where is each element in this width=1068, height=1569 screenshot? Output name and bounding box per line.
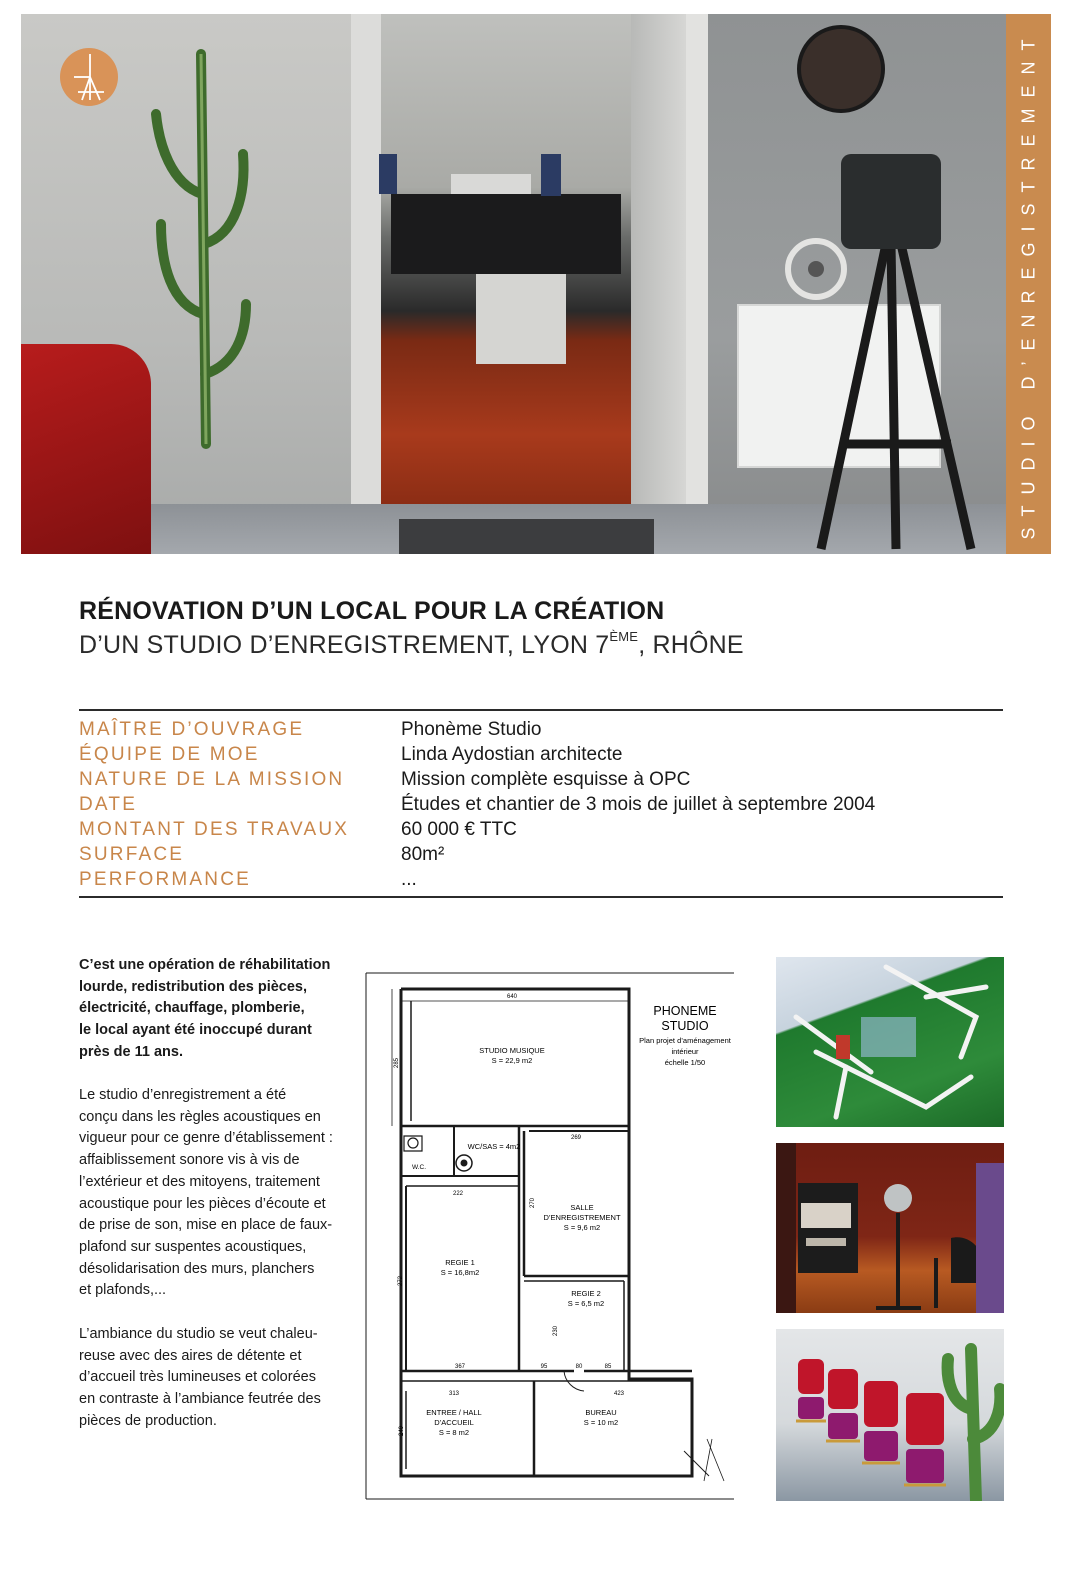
info-row bbox=[79, 869, 1003, 894]
room-label: STUDIO MUSIQUE bbox=[479, 1046, 545, 1055]
text-line: vigueur pour ce genre d’établissement : bbox=[79, 1130, 333, 1147]
room-area: S = 16,8m2 bbox=[440, 1268, 480, 1277]
photo-cinema-seats bbox=[776, 1329, 1004, 1501]
info-value: Études et chantier de 3 mois de juillet à septembre 2004 bbox=[401, 794, 876, 815]
page-subtitle bbox=[79, 631, 744, 660]
text-line: Le studio d’enregistrement a été bbox=[79, 1087, 287, 1103]
plan-title: PHONEME bbox=[653, 1004, 717, 1018]
text-line: l’extérieur et des mitoyens, traitement bbox=[79, 1173, 320, 1190]
room-area: S = 8 m2 bbox=[438, 1428, 470, 1437]
dimension-label: 222 bbox=[452, 1191, 464, 1197]
room-label: W.C. bbox=[411, 1164, 427, 1171]
dimension-label: 230 bbox=[553, 1325, 559, 1337]
info-value: Phonème Studio bbox=[401, 719, 542, 740]
info-label: PERFORMANCE bbox=[79, 869, 251, 890]
photo-illustration bbox=[21, 14, 1006, 554]
text-line: C’est une opération de réhabilitation bbox=[79, 957, 331, 973]
info-value: ... bbox=[401, 869, 417, 890]
info-bottom-rule bbox=[79, 896, 1003, 898]
info-row bbox=[79, 744, 1003, 769]
plan-title-2: STUDIO bbox=[661, 1019, 709, 1033]
dimension-label: 640 bbox=[506, 994, 518, 1000]
dimension-label: 270 bbox=[530, 1197, 536, 1209]
info-value: 80m² bbox=[401, 844, 445, 865]
info-label: NATURE DE LA MISSION bbox=[79, 769, 345, 790]
architect-logo-icon bbox=[60, 48, 118, 106]
info-row bbox=[79, 769, 1003, 794]
hero-photo bbox=[21, 14, 1006, 554]
text-line: L’ambiance du studio se veut chaleu- bbox=[79, 1326, 318, 1342]
info-value: Linda Aydostian architecte bbox=[401, 744, 623, 765]
intro-paragraph bbox=[79, 955, 339, 1064]
room-label: REGIE 2 bbox=[571, 1289, 601, 1298]
dimension-label: 313 bbox=[448, 1391, 460, 1397]
room-label: ENTREE / HALL bbox=[426, 1408, 482, 1417]
text-line: électricité, chauffage, plomberie, bbox=[79, 1000, 305, 1017]
text-line: de prise de son, mise en place de faux- bbox=[79, 1217, 333, 1234]
info-value: Mission complète esquisse à OPC bbox=[401, 769, 691, 790]
ambiance-paragraph bbox=[79, 1324, 339, 1433]
info-top-rule bbox=[79, 709, 1003, 711]
text-line: et plafonds,... bbox=[79, 1282, 167, 1299]
dimension-label: 85 bbox=[604, 1364, 612, 1370]
room-label: WC/SAS = 4m2 bbox=[467, 1142, 521, 1151]
floor-plan bbox=[364, 971, 736, 1501]
dimension-label: 285 bbox=[394, 1057, 400, 1069]
text-line: reuse avec des aires de détente et bbox=[79, 1347, 302, 1364]
info-label: MONTANT DES TRAVAUX bbox=[79, 819, 350, 840]
room-area: S = 9,6 m2 bbox=[563, 1223, 601, 1232]
plan-scale: échelle 1/50 bbox=[664, 1058, 706, 1067]
photo-lounge-deckchairs bbox=[776, 957, 1004, 1127]
text-line: conçu dans les règles acoustiques en bbox=[79, 1108, 321, 1125]
info-row bbox=[79, 719, 1003, 744]
room-label: BUREAU bbox=[585, 1408, 617, 1417]
info-row bbox=[79, 794, 1003, 819]
text-line: le local ayant été inoccupé durant bbox=[79, 1022, 312, 1039]
acoustic-paragraph bbox=[79, 1085, 339, 1302]
info-label: MAÎTRE D’OUVRAGE bbox=[79, 719, 305, 740]
text-line: affaiblissement sonore vis à vis de bbox=[79, 1152, 300, 1169]
info-label: ÉQUIPE DE MOE bbox=[79, 744, 260, 765]
dimension-label: 80 bbox=[575, 1364, 583, 1370]
plan-subtitle-2: intérieur bbox=[671, 1047, 699, 1056]
subtitle-end: , RHÔNE bbox=[638, 631, 744, 659]
info-value: 60 000 € TTC bbox=[401, 819, 517, 840]
dimension-label: 272 bbox=[398, 1275, 404, 1287]
text-line: désolidarisation des murs, planchers bbox=[79, 1260, 315, 1277]
info-row bbox=[79, 819, 1003, 844]
room-label: SALLE bbox=[570, 1203, 594, 1212]
text-line: d’accueil très lumineuses et colorées bbox=[79, 1369, 316, 1386]
room-label: REGIE 1 bbox=[445, 1258, 475, 1267]
room-label: D’ENREGISTREMENT bbox=[543, 1213, 621, 1222]
plan-subtitle: Plan projet d’aménagement bbox=[639, 1036, 731, 1045]
dimension-label: 95 bbox=[540, 1364, 548, 1370]
room-area: S = 10 m2 bbox=[583, 1418, 619, 1427]
subtitle-superscript: ÈME bbox=[609, 629, 639, 644]
text-line: plafond sur suspentes acoustiques, bbox=[79, 1238, 307, 1255]
text-line: près de 11 ans. bbox=[79, 1043, 183, 1060]
dimension-label: 269 bbox=[570, 1135, 582, 1141]
side-band-label bbox=[1006, 14, 1051, 554]
photo-recording-booth bbox=[776, 1143, 1004, 1313]
side-band-text: STUDIO D’ENREGISTREMENT bbox=[1018, 28, 1038, 540]
info-row bbox=[79, 844, 1003, 869]
text-line: lourde, redistribution des pièces, bbox=[79, 978, 308, 995]
dimension-label: 367 bbox=[454, 1364, 466, 1370]
text-line: en contraste à l’ambiance feutrée des bbox=[79, 1391, 321, 1408]
room-area: S = 6,5 m2 bbox=[567, 1299, 605, 1308]
text-line: acoustique pour les pièces d’écoute et bbox=[79, 1195, 326, 1212]
text-line: pièces de production. bbox=[79, 1412, 217, 1429]
info-label: SURFACE bbox=[79, 844, 185, 865]
dimension-label: 423 bbox=[613, 1391, 625, 1397]
subtitle-main: D’UN STUDIO D’ENREGISTREMENT, LYON 7 bbox=[79, 631, 610, 659]
room-area: S = 22,9 m2 bbox=[491, 1056, 533, 1065]
info-label: DATE bbox=[79, 794, 138, 815]
page-title: RÉNOVATION D’UN LOCAL POUR LA CRÉATION bbox=[79, 597, 665, 625]
dimension-label: 240 bbox=[399, 1425, 405, 1437]
room-label: D’ACCUEIL bbox=[434, 1418, 474, 1427]
